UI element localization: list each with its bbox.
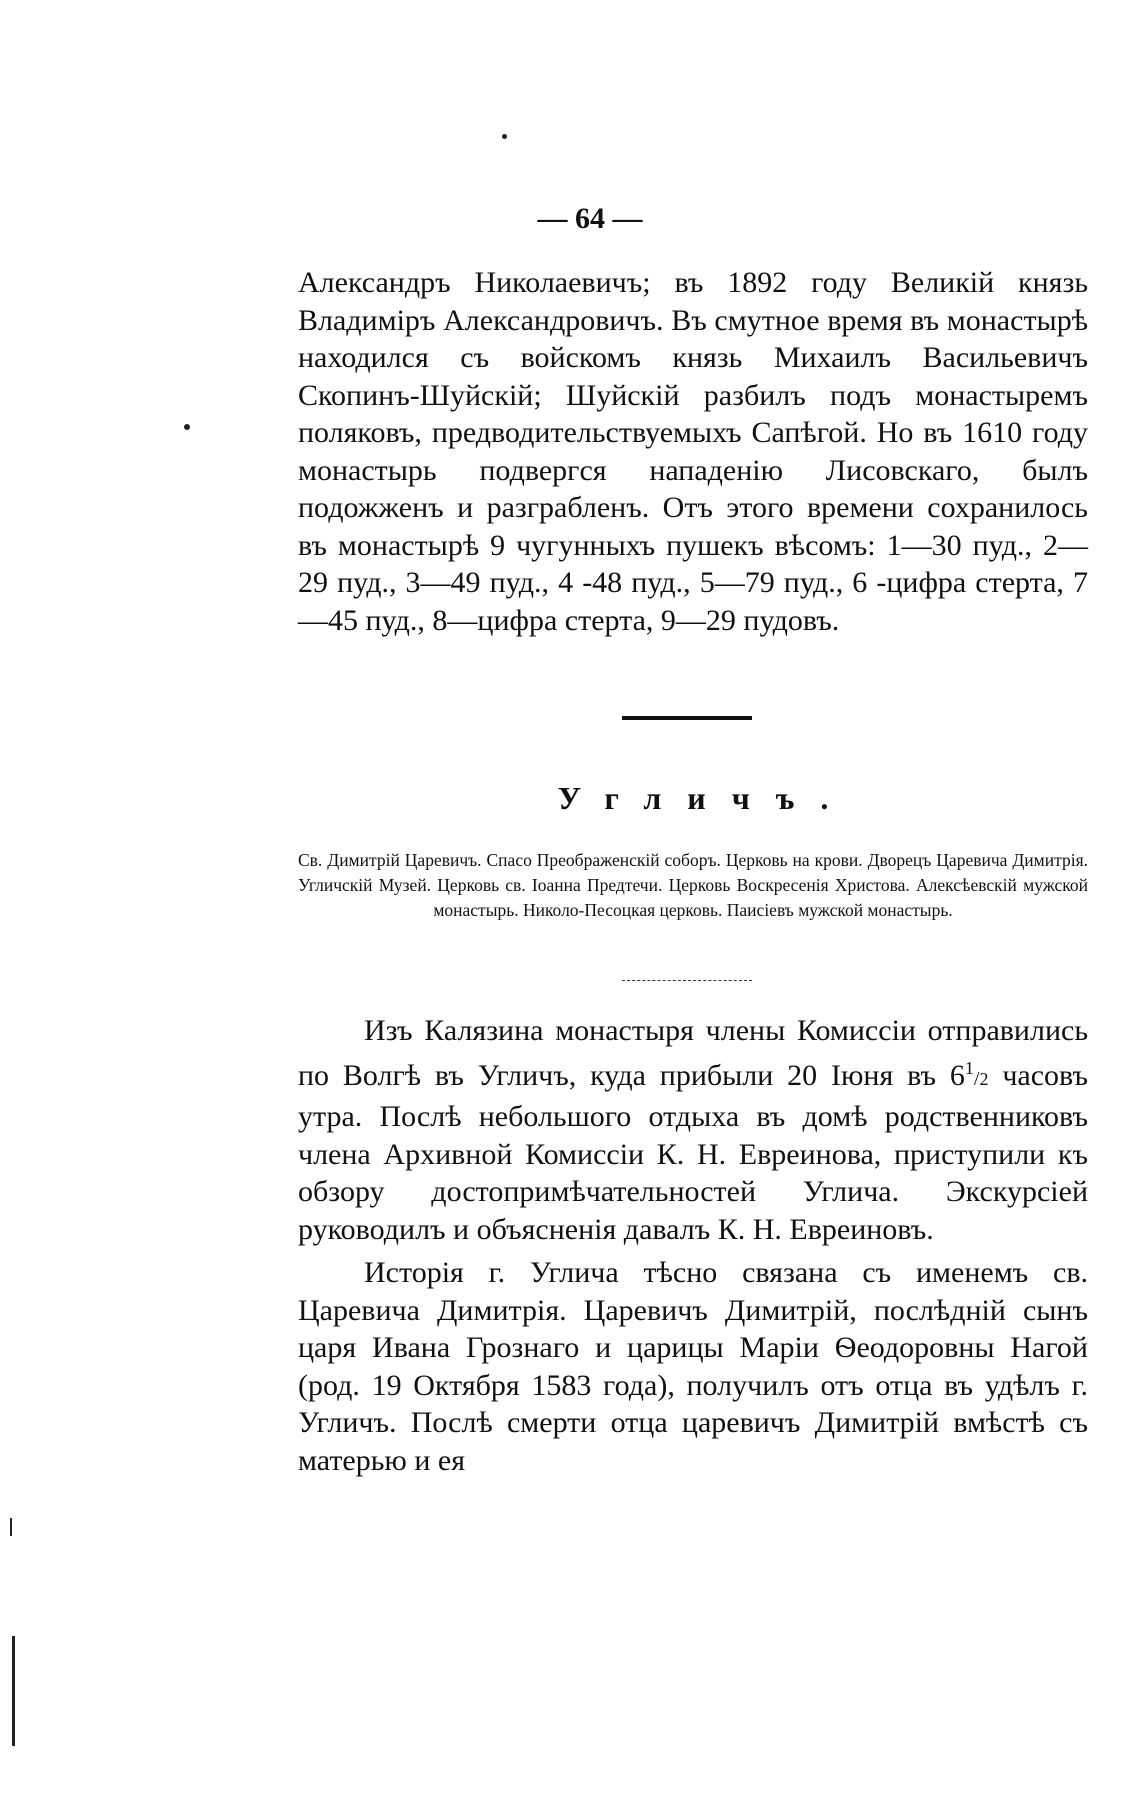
paragraph-1-start: Изъ Калязина монастыря члены Комиссіи отправились по Волгѣ въ Угличъ, куда прибыли 20 Іюня въ 6 [298, 1014, 1088, 1092]
section-body [298, 1012, 1088, 1479]
summary-divider [622, 980, 752, 981]
intro-text-block [298, 264, 1088, 639]
page-number: — 64 — [537, 202, 643, 235]
intro-paragraph: Александръ Николаевичъ; въ 1892 году Великій князь Владиміръ Александровичъ. Въ смутное время въ монастырѣ находился съ войскомъ князь Михаилъ Васильевичъ Скопинъ-Шуйскій; Шуйскій разбилъ подъ монастыремъ поляковъ, предводительствуемыхъ Сапѣгой. Но въ 1610 году монастырь подвергся нападенію Лисовскаго, былъ подожженъ и разграбленъ. Отъ этого времени сохранилось въ монастырѣ 9 чугунныхъ пушекъ вѣсомъ: 1—30 пуд., 2—29 пуд., 3—49 пуд., 4 -48 пуд., 5—79 пуд., 6 -цифра стерта, 7—45 пуд., 8—цифра стерта, 9—29 пудовъ. [298, 266, 1088, 637]
body-paragraph-1 [298, 1012, 1088, 1248]
fraction-numerator: 1 [964, 1057, 974, 1078]
body-paragraph-2: Исторія г. Углича тѣсно связана съ именемъ св. Царевича Димитрія. Царевичъ Димитрій, послѣдній сынъ царя Ивана Грознаго и царицы Маріи Ѳеодоровны Нагой (род. 19 Октября 1583 года), получилъ отъ отца въ удѣлъ г. Угличъ. Послѣ смерти отца царевичъ Димитрій вмѣстѣ съ матерью и ея [298, 1256, 1088, 1477]
fraction-slash: / [973, 1067, 980, 1090]
scan-speck [502, 134, 507, 139]
fraction-denominator: 2 [979, 1068, 989, 1089]
section-divider [622, 716, 752, 720]
scan-speck [184, 424, 190, 430]
paragraph-1-end: часовъ утра. Послѣ небольшого отдыха въ домѣ родственниковъ члена Архивной Комиссіи К. Н. Евреинова, приступили къ обзору достопримѣчательностей Углича. Экскурсіей руководилъ и объясненія давалъ К. Н. Евреиновъ. [298, 1058, 1088, 1246]
section-title: Угличъ. [557, 780, 855, 816]
scan-edge-mark [12, 1636, 15, 1746]
section-summary: Св. Димитрій Царевичъ. Спасо Преображенскій соборъ. Церковь на крови. Дворецъ Царевича Димитрія. Угличскій Музей. Церковь св. Іоанна Предтечи. Церковь Воскресенія Христова. Алексѣевскій мужской монастырь. Николо-Песоцкая церковь. Паисіевъ мужской монастырь. [298, 850, 1088, 920]
scan-edge-mark [10, 1518, 12, 1536]
